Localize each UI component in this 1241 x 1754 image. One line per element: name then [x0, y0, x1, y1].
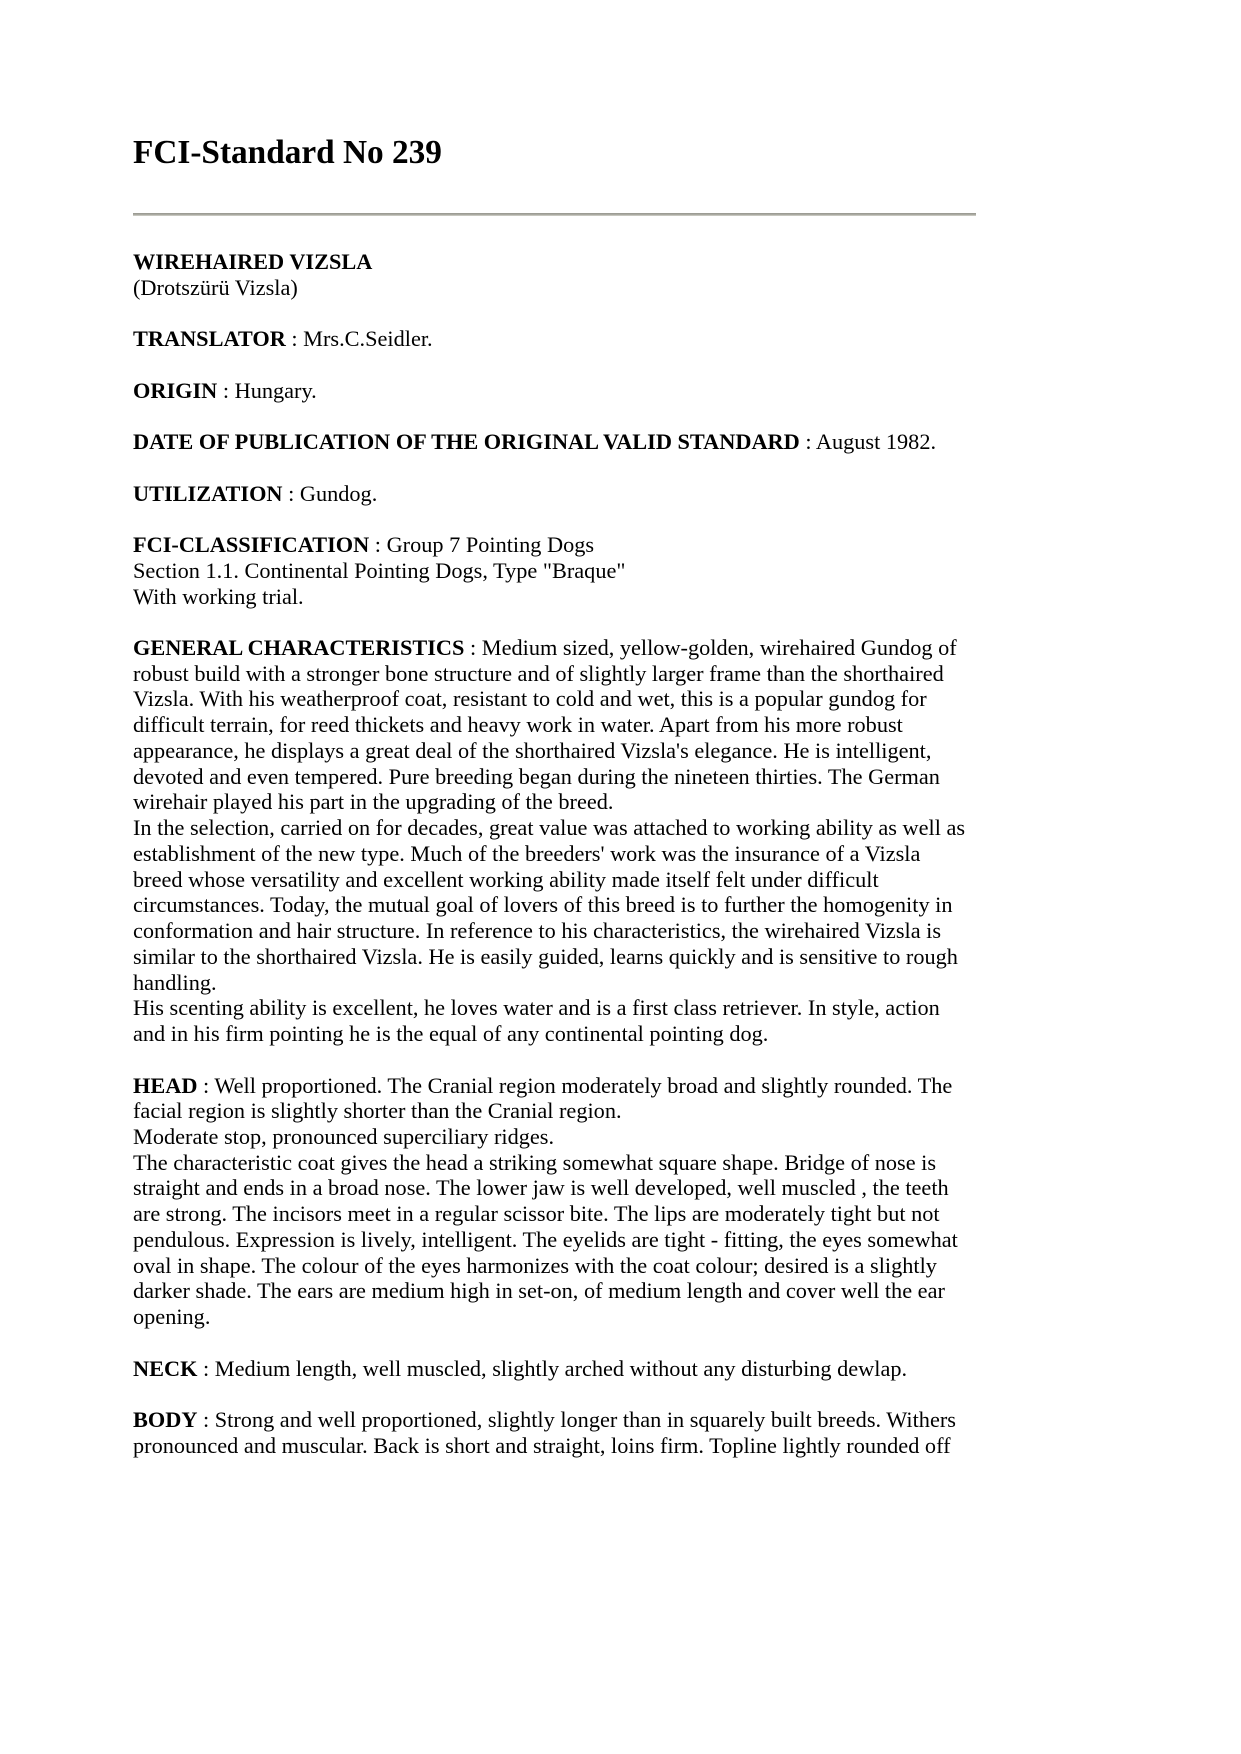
section-line [133, 635, 965, 661]
section-text: Section 1.1. Continental Pointing Dogs, Type "Braque" [133, 557, 626, 583]
section-text: circumstances. Today, the mutual goal of lovers of this breed is to further the homogenity in [133, 892, 953, 918]
section-text: With working trial. [133, 583, 304, 609]
section-text: robust build with a stronger bone structure and of slightly larger frame than the shorthaired [133, 660, 944, 686]
section-text: The characteristic coat gives the head a striking somewhat square shape. Bridge of nose is [133, 1149, 937, 1175]
section-text: opening. [133, 1304, 211, 1330]
label-separator: : [799, 429, 816, 455]
section-head [133, 1073, 965, 1330]
breed-native-name: (Drotszürü Vizsla) [133, 274, 298, 300]
section-text: Moderate stop, pronounced superciliary ridges. [133, 1123, 555, 1149]
title-divider [133, 213, 976, 216]
section-text: Medium length, well muscled, slightly arched without any disturbing dewlap. [214, 1355, 908, 1381]
section-line [133, 1407, 965, 1433]
section-text: Group 7 Pointing Dogs [386, 532, 595, 558]
section-text: appearance, he displays a great deal of the shorthaired Vizsla's elegance. He is intelligent, [133, 737, 932, 763]
label-separator: : [197, 1407, 215, 1433]
section-text: devoted and even tempered. Pure breeding began during the nineteen thirties. The German [133, 763, 940, 789]
section-text: and in his firm pointing he is the equal of any continental pointing dog. [133, 1021, 769, 1047]
breed-heading [133, 249, 965, 300]
section-label: GENERAL CHARACTERISTICS [133, 635, 465, 661]
section-text: Mrs.C.Seidler. [303, 326, 433, 352]
page-title: FCI-Standard No 239 [133, 134, 442, 171]
document-body [133, 249, 965, 1484]
section-text: oval in shape. The colour of the eyes harmonizes with the coat colour; desired is a slightly [133, 1252, 937, 1278]
section-text: similar to the shorthaired Vizsla. He is easily guided, learns quickly and is sensitive to rough [133, 943, 958, 969]
section-text: Well proportioned. The Cranial region moderately broad and slightly rounded. The [214, 1072, 953, 1098]
section-label: DATE OF PUBLICATION OF THE ORIGINAL VALID STANDARD [133, 429, 800, 455]
section-text: Gundog. [299, 480, 378, 506]
section-text: wirehair played his part in the upgrading of the breed. [133, 789, 614, 815]
section-origin [133, 378, 965, 404]
section-line [133, 1073, 965, 1099]
section-label: NECK [133, 1355, 198, 1381]
section-text: difficult terrain, for reed thickets and heavy work in water. Apart from his more robust [133, 712, 903, 738]
breed-name: WIREHAIRED VIZSLA [133, 249, 373, 274]
section-text: Medium sized, yellow-golden, wirehaired Gundog of [481, 635, 957, 661]
section-general-characteristics [133, 635, 965, 1047]
section-text: pendulous. Expression is lively, intelligent. The eyelids are tight - fitting, the eyes somewhat [133, 1226, 958, 1252]
section-text: Hungary. [234, 377, 317, 403]
section-text: are strong. The incisors meet in a regular scissor bite. The lips are moderately tight but not [133, 1201, 940, 1227]
label-separator: : [197, 1072, 215, 1098]
section-body [133, 1407, 965, 1458]
section-fci-classification [133, 532, 965, 609]
section-line [133, 326, 965, 352]
section-label: BODY [133, 1407, 198, 1433]
section-text: His scenting ability is excellent, he loves water and is a first class retriever. In style, action [133, 995, 940, 1021]
section-text: Strong and well proportioned, slightly longer than in squarely built breeds. Withers [214, 1407, 956, 1433]
section-label: UTILIZATION [133, 480, 283, 506]
section-text: establishment of the new type. Much of the breeders' work was the insurance of a Vizsla [133, 840, 921, 866]
section-text: facial region is slightly shorter than the Cranial region. [133, 1098, 622, 1124]
section-text: In the selection, carried on for decades, great value was attached to working ability as well as [133, 815, 966, 841]
section-text: conformation and hair structure. In reference to his characteristics, the wirehaired Vizsla is [133, 918, 942, 944]
section-text: August 1982. [815, 429, 937, 455]
section-translator [133, 326, 965, 352]
section-publication-date [133, 429, 965, 455]
section-label: TRANSLATOR [133, 326, 286, 352]
section-line [133, 429, 965, 455]
section-text: darker shade. The ears are medium high in set-on, of medium length and cover well the ear [133, 1278, 945, 1304]
section-line [133, 378, 965, 404]
section-text: Vizsla. With his weatherproof coat, resistant to cold and wet, this is a popular gundog for [133, 686, 927, 712]
section-line [133, 481, 965, 507]
label-separator: : [197, 1355, 215, 1381]
section-text: breed whose versatility and excellent working ability made itself felt under difficult [133, 866, 879, 892]
section-utilization [133, 481, 965, 507]
section-neck [133, 1356, 965, 1382]
label-separator: : [217, 377, 235, 403]
section-label: FCI-CLASSIFICATION [133, 532, 370, 558]
section-text: handling. [133, 969, 217, 995]
section-label: HEAD [133, 1072, 198, 1098]
label-separator: : [282, 480, 300, 506]
section-label: ORIGIN [133, 377, 218, 403]
label-separator: : [285, 326, 304, 352]
section-text: straight and ends in a broad nose. The lower jaw is well developed, well muscled , the teeth [133, 1175, 949, 1201]
label-separator: : [369, 532, 387, 558]
section-line [133, 532, 965, 558]
section-text: pronounced and muscular. Back is short and straight, loins firm. Topline lightly rounded off [133, 1432, 951, 1458]
section-line [133, 1356, 965, 1382]
label-separator: : [464, 635, 482, 661]
